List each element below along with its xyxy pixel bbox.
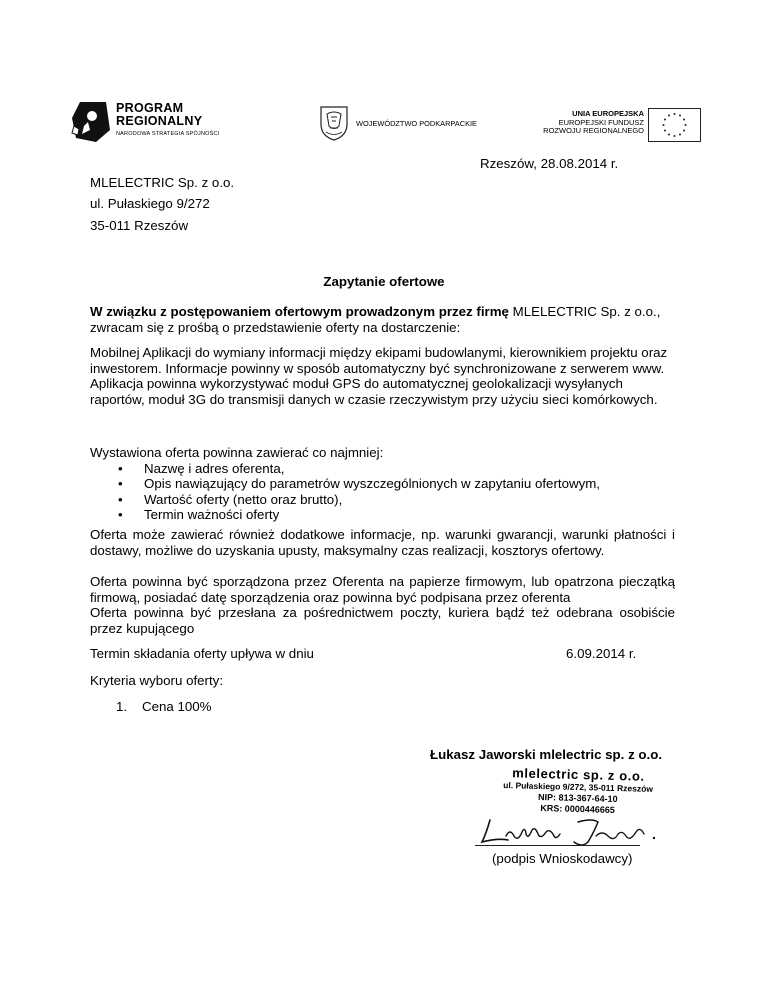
recipient-city: 35-011 Rzeszów [90,218,189,233]
stamp-address: ul. Pułaskiego 9/272, 35-011 Rzeszów [503,780,654,794]
company-stamp [491,766,664,817]
offer-intro: Wystawiona oferta powinna zawierać co najmniej: [90,445,384,460]
intro-rest: MLELECTRIC Sp. z o.o., zwracam się z prośbą o przedstawienie oferty na dostarczenie: [90,304,661,335]
delivery-info-paragraph: Oferta powinna być przesłana za pośrednictwem poczty, kuriera bądź też odebrana osobiście przez kupującego [90,605,675,636]
criteria-number: 1. [116,699,128,714]
form-info-paragraph: Oferta powinna być sporządzona przez Oferenta na papierze firmowym, lub opatrzona pieczątką firmową, posiadać datę sporządzenia oraz powinna być podpisana przez oferenta [90,574,675,605]
logo-unia-europejska [520,108,702,144]
program-regionalny-emblem-icon [70,100,114,144]
signature-caption: (podpis Wnioskodawcy) [492,851,633,866]
intro-paragraph [90,304,675,335]
handwritten-signature [468,816,668,848]
extra-info-paragraph: Oferta może zawierać również dodatkowe informacje, np. warunki gwarancji, warunki płatności i dostawy, możliwe do uzyskania upusty, maksymalny czas realizacji, kosztorys ofertowy. [90,527,675,558]
coat-of-arms-icon [318,104,350,142]
offer-items-list [90,461,675,523]
deadline-date: 6.09.2014 r. [566,646,637,661]
stamp-company: mlelectric sp. z o.o. [512,765,645,784]
recipient-street: ul. Pułaskiego 9/272 [90,196,210,211]
intro-bold: W związku z postępowaniem ofertowym prowadzonym przez firmę [90,304,509,319]
offer-requirements [90,445,675,523]
program-subtitle: NARODOWA STRATEGIA SPÓJNOŚCI [116,131,220,137]
description-paragraph: Mobilnej Aplikacji do wymiany informacji między ekipami budowlanymi, kierownikiem projektu oraz inwestorem. Informacje powinny w sposób automatyczny być synchronizowane z serwerem www. Aplikacja powinna wykorzystywać moduł GPS do automatycznej geolokalizacji wysyłanych raportów, moduł 3G do transmisji danych w czasie rzeczywistym przy użyciu sieci komórkowych. [90,345,668,407]
logo-program-regionalny [70,100,240,144]
ue-line1: UNIA EUROPEJSKA [572,109,644,118]
criteria-text: Cena 100% [142,699,212,714]
place-date: Rzeszów, 28.08.2014 r. [480,156,619,171]
stamp-krs: KRS: 0000446665 [540,803,615,815]
recipient-company: MLELECTRIC Sp. z o.o. [90,175,235,190]
signature-line [475,845,640,846]
list-item: • Termin ważności oferty [90,507,675,523]
list-item: • Nazwę i adres oferenta, [90,461,675,477]
list-item: • Opis nawiązujący do parametrów wyszczególnionych w zapytaniu ofertowym, [90,476,675,492]
ue-line3: ROZWOJU REGIONALNEGO [543,126,644,136]
letter-title: Zapytanie ofertowe [323,274,445,289]
list-item: • Wartość oferty (netto oraz brutto), [90,492,675,508]
stamp-nip: NIP: 813-367-64-10 [537,791,618,805]
signatory-name: Łukasz Jaworski mlelectric sp. z o.o. [430,747,663,762]
ue-line2: EUROPEJSKI FUNDUSZ [558,117,644,127]
program-line2: REGIONALNY [116,114,203,128]
wojewodztwo-label: WOJEWÓDZTWO PODKARPACKIE [356,119,477,128]
program-line1: PROGRAM [116,101,184,115]
eu-flag-icon [648,108,701,142]
criteria-label: Kryteria wyboru oferty: [90,673,224,688]
logo-wojewodztwo [318,104,498,144]
deadline-label: Termin składania oferty upływa w dniu [90,646,314,661]
